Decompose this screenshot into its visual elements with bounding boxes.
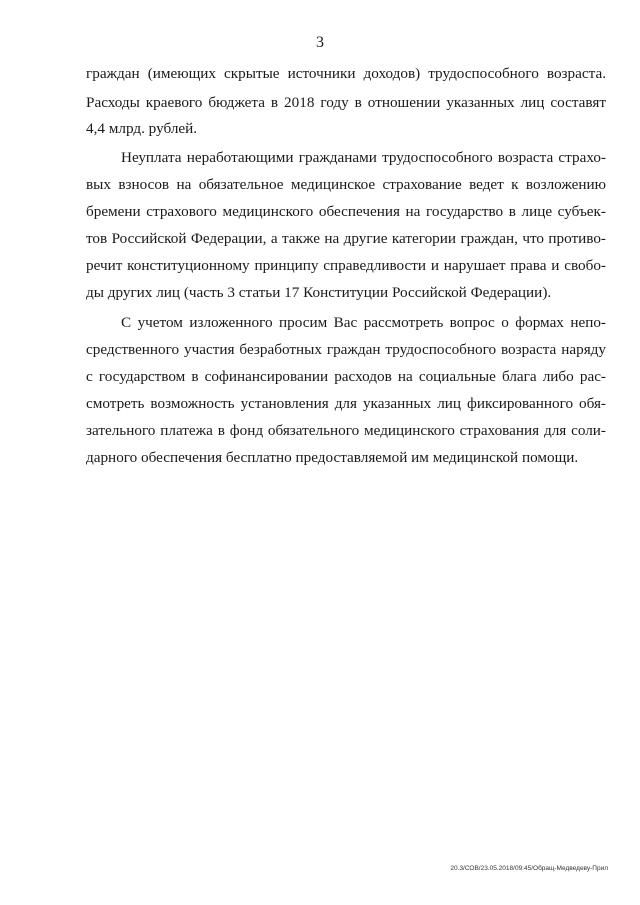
paragraph-line: зательного платежа в фонд обязательного медицинского страхования для соли- <box>86 422 606 439</box>
paragraph-line: вых взносов на обязательное медицинское страхование ведет к возложению <box>86 176 606 193</box>
paragraph-line: смотреть возможность установления для указанных лиц фиксированного обя- <box>86 395 606 412</box>
paragraph-line: с государством в софинансировании расходов на социальные блага либо рас- <box>86 368 606 385</box>
paragraph-line: Неуплата неработающими гражданами трудоспособного возраста страхо- <box>121 149 606 166</box>
paragraph-line: Расходы краевого бюджета в 2018 году в отношении указанных лиц составят <box>86 94 606 111</box>
paragraph-line: средственного участия безработных граждан трудоспособного возраста наряду <box>86 341 606 358</box>
paragraph-line: бремени страхового медицинского обеспечения на государство в лице субъек- <box>86 203 606 220</box>
paragraph-line: 4,4 млрд. рублей. <box>86 120 198 137</box>
page-number: 3 <box>316 34 324 51</box>
paragraph-line: дарного обеспечения бесплатно предоставляемой им медицинской помощи. <box>86 449 579 466</box>
paragraph-line: ды других лиц (часть 3 статьи 17 Конституции Российской Федерации). <box>86 284 552 301</box>
paragraph-line: речит конституционному принципу справедливости и нарушает права и свобо- <box>86 257 606 274</box>
paragraph-line: тов Российской Федерации, а также на другие категории граждан, что противо- <box>86 230 606 247</box>
paragraph-line: С учетом изложенного просим Вас рассмотреть вопрос о формах непо- <box>121 314 606 331</box>
document-footer-code: 20.3/СОВ/23.05.2018/09:45/Обращ-Медведеву-Прил <box>450 865 608 872</box>
paragraph-line: граждан (имеющих скрытые источники доходов) трудоспособного возраста. <box>86 65 606 82</box>
